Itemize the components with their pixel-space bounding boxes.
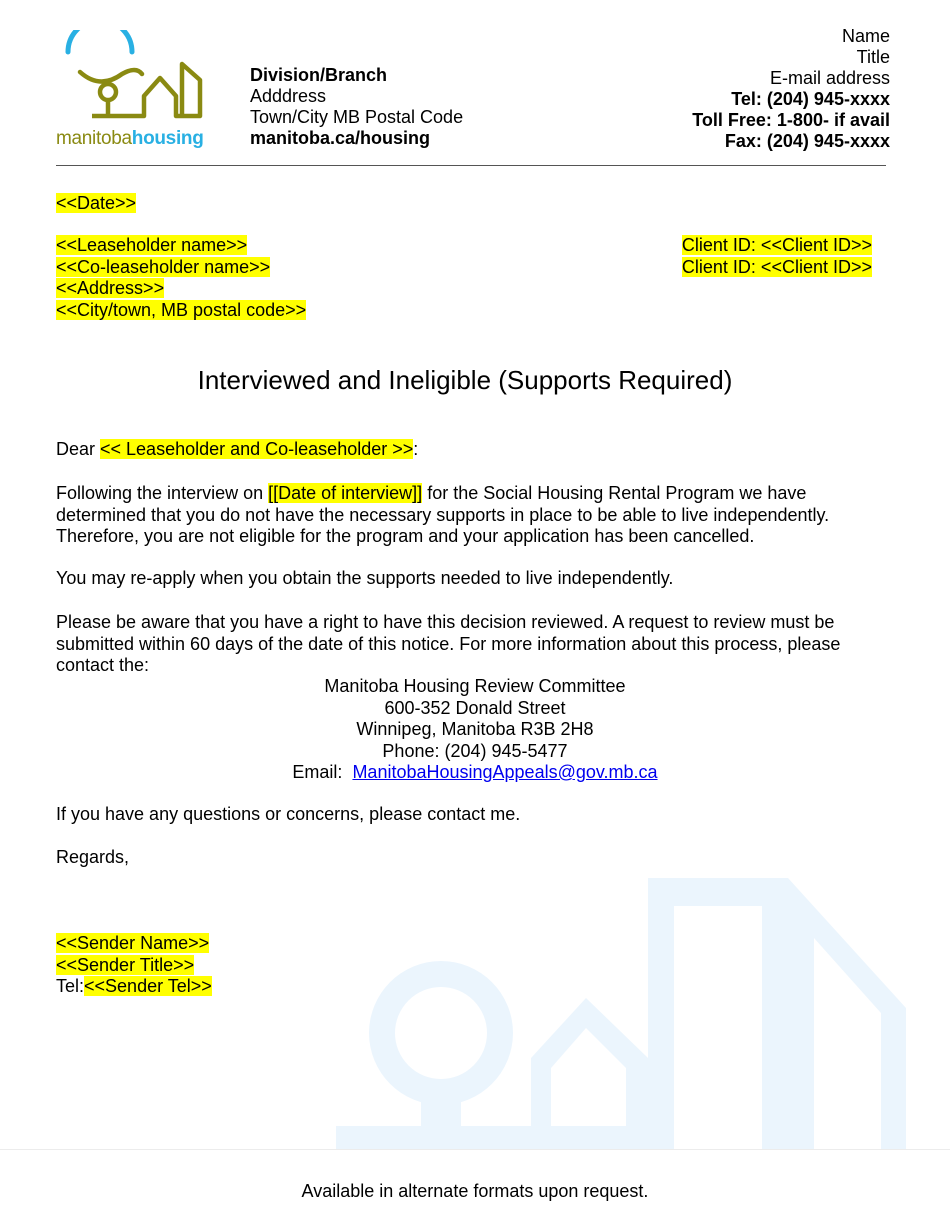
house-people-logo-icon xyxy=(56,30,208,125)
salutation-prefix: Dear xyxy=(56,439,101,459)
header-divider xyxy=(56,165,886,166)
logo-wordmark xyxy=(56,128,204,150)
client-id-1: Client ID: <<Client ID>> xyxy=(681,235,872,255)
committee-street: 600-352 Donald Street xyxy=(384,697,566,718)
committee-name: Manitoba Housing Review Committee xyxy=(324,676,626,696)
committee-phone: Phone: (204) 945-5477 xyxy=(382,740,568,761)
sender-block xyxy=(56,933,212,998)
contact-fax: Fax: (204) 945-xxxx xyxy=(724,131,890,151)
division-block xyxy=(250,65,463,149)
contact-tel: Tel: (204) 945-xxxx xyxy=(731,89,890,109)
sender-tel: <<Sender Tel>> xyxy=(84,976,212,996)
sender-title: <<Sender Title>> xyxy=(56,954,195,975)
contact-toll-free: Toll Free: 1-800- if avail xyxy=(692,110,890,130)
salutation-suffix: : xyxy=(413,439,419,459)
division-name: Division/Branch xyxy=(250,65,388,85)
footer-note: Available in alternate formats upon request. xyxy=(301,1181,649,1201)
division-website[interactable]: manitoba.ca/housing xyxy=(250,128,431,148)
contact-title: Title xyxy=(856,47,890,67)
paragraph-questions: If you have any questions or concerns, please contact me. xyxy=(56,804,521,824)
paragraph-interview-result xyxy=(56,483,886,548)
committee-email-link[interactable]: ManitobaHousingAppeals@gov.mb.ca xyxy=(352,762,658,782)
interview-date-placeholder: [[Date of interview]] xyxy=(268,483,423,503)
salutation-name: << Leaseholder and Co-leaseholder >> xyxy=(100,439,414,459)
manitoba-housing-logo xyxy=(56,30,208,154)
co-leaseholder-name: <<Co-leaseholder name>> xyxy=(56,256,271,277)
recipient-address: <<Address>> xyxy=(56,278,165,298)
leaseholder-name: <<Leaseholder name>> xyxy=(56,235,248,255)
division-address: Adddress xyxy=(250,86,327,106)
division-city: Town/City MB Postal Code xyxy=(250,107,464,127)
contact-name: Name xyxy=(841,26,890,46)
logo-text-housing: housing xyxy=(131,128,204,149)
sender-name: <<Sender Name>> xyxy=(56,933,210,953)
logo-text-manitoba: manitoba xyxy=(56,128,132,149)
paragraph-review-rights: Please be aware that you have a right to have this decision reviewed. A request to review must be submitted within 60 days of the date of this notice. For more information about this process, please contact the: xyxy=(56,612,841,675)
committee-city: Winnipeg, Manitoba R3B 2H8 xyxy=(356,719,594,739)
footer-divider xyxy=(0,1149,950,1150)
watermark-logo xyxy=(336,878,906,1150)
recipient-address-block xyxy=(56,235,306,321)
p1-text-before: Following the interview on xyxy=(56,483,269,503)
sender-tel-label: Tel: xyxy=(56,976,85,996)
client-id-2: Client ID: <<Client ID>> xyxy=(681,256,872,277)
committee-email-line xyxy=(0,762,950,784)
paragraph-reapply: You may re-apply when you obtain the supports needed to live independently. xyxy=(56,568,674,588)
client-id-block xyxy=(682,235,872,278)
date-placeholder: <<Date>> xyxy=(56,193,137,213)
p1-text-after: for the Social Housing Rental Program we have determined that you do not have the necessary supports in place to be able to live independently. Therefore, you are not eligible for the program and your application has been cancelled. xyxy=(56,483,830,546)
committee-email-label: Email: xyxy=(292,762,353,782)
review-committee-address xyxy=(0,676,950,784)
salutation xyxy=(56,439,886,461)
recipient-city: <<City/town, MB postal code>> xyxy=(56,299,307,320)
closing: Regards, xyxy=(56,847,130,867)
contact-block xyxy=(692,26,890,152)
letter-title: Interviewed and Ineligible (Supports Required) xyxy=(197,365,733,395)
letter-date xyxy=(56,193,136,215)
contact-email: E-mail address xyxy=(769,68,890,88)
